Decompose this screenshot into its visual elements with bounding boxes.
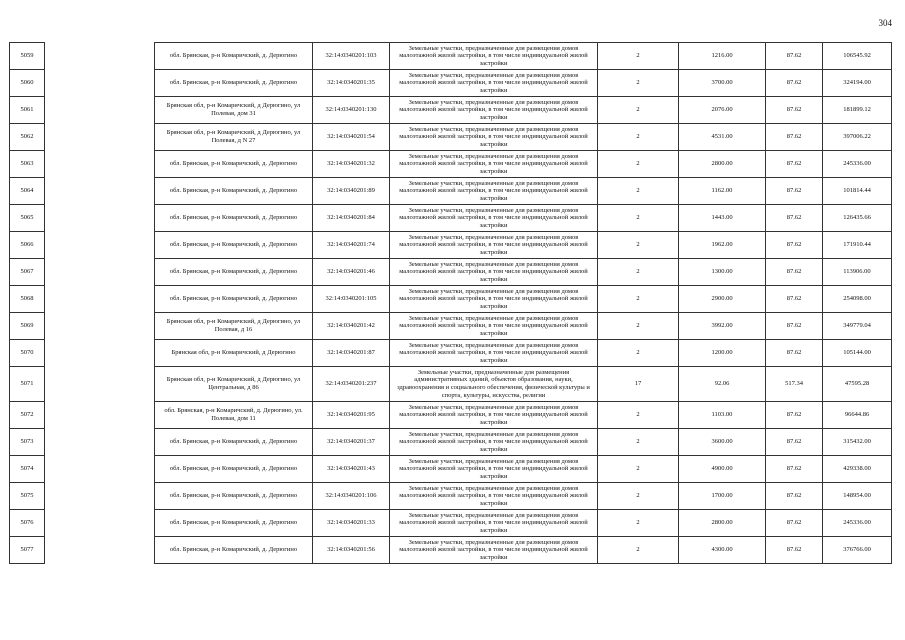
area-cell: 4300.00 (679, 537, 766, 564)
use-code-cell: 2 (598, 510, 679, 537)
address-cell: обл. Брянская, р-н Комаричский, д. Дерюгино (155, 232, 313, 259)
cadastral-value-cell: 101814.44 (823, 178, 892, 205)
table-row (10, 367, 892, 402)
blank-cell (45, 151, 155, 178)
land-use-cell: Земельные участки, предназначенные для размещения домов малоэтажной жилой застройки, в том числе индивидуальной жилой застройки (390, 429, 598, 456)
land-use-cell: Земельные участки, предназначенные для размещения домов малоэтажной жилой застройки, в том числе индивидуальной жилой застройки (390, 510, 598, 537)
area-cell: 92.06 (679, 367, 766, 402)
rate-cell: 87.62 (766, 178, 823, 205)
table-row (10, 456, 892, 483)
cadastral-value-cell: 148954.00 (823, 483, 892, 510)
row-number-cell: 5066 (10, 232, 45, 259)
cadastral-number-cell: 32:14:0340201:54 (313, 124, 390, 151)
rate-cell: 87.62 (766, 286, 823, 313)
address-cell: обл. Брянская, р-н Комаричский, д. Дерюгино (155, 151, 313, 178)
use-code-cell: 2 (598, 537, 679, 564)
land-use-cell: Земельные участки, предназначенные для размещения домов малоэтажной жилой застройки, в том числе индивидуальной жилой застройки (390, 124, 598, 151)
cadastral-value-cell: 324194.00 (823, 70, 892, 97)
blank-cell (45, 313, 155, 340)
rate-cell: 87.62 (766, 43, 823, 70)
cadastral-value-cell: 254098.00 (823, 286, 892, 313)
rate-cell: 87.62 (766, 402, 823, 429)
address-cell: Брянская обл, р-н Комаричский, д Дерюгино, ул Полевая, д 16 (155, 313, 313, 340)
cadastral-number-cell: 32:14:0340201:95 (313, 402, 390, 429)
rate-cell: 87.62 (766, 510, 823, 537)
row-number-cell: 5077 (10, 537, 45, 564)
cadastral-number-cell: 32:14:0340201:56 (313, 537, 390, 564)
table-row (10, 483, 892, 510)
cadastral-number-cell: 32:14:0340201:237 (313, 367, 390, 402)
table-row (10, 70, 892, 97)
blank-cell (45, 259, 155, 286)
blank-cell (45, 178, 155, 205)
address-cell: обл. Брянская, р-н Комаричский, д. Дерюгино (155, 43, 313, 70)
land-registry-table (9, 42, 892, 564)
address-cell: обл. Брянская, р-н Комаричский, д. Дерюгино (155, 259, 313, 286)
cadastral-value-cell: 245336.00 (823, 510, 892, 537)
blank-cell (45, 232, 155, 259)
area-cell: 1200.00 (679, 340, 766, 367)
use-code-cell: 2 (598, 232, 679, 259)
use-code-cell: 17 (598, 367, 679, 402)
table-row (10, 205, 892, 232)
table-row (10, 151, 892, 178)
page-number: 304 (878, 18, 892, 28)
use-code-cell: 2 (598, 456, 679, 483)
rate-cell: 87.62 (766, 537, 823, 564)
land-use-cell: Земельные участки, предназначенные для размещения домов малоэтажной жилой застройки, в том числе индивидуальной жилой застройки (390, 313, 598, 340)
cadastral-number-cell: 32:14:0340201:74 (313, 232, 390, 259)
cadastral-number-cell: 32:14:0340201:42 (313, 313, 390, 340)
blank-cell (45, 340, 155, 367)
area-cell: 1216.00 (679, 43, 766, 70)
land-use-cell: Земельные участки, предназначенные для размещения домов малоэтажной жилой застройки, в том числе индивидуальной жилой застройки (390, 286, 598, 313)
cadastral-number-cell: 32:14:0340201:46 (313, 259, 390, 286)
cadastral-value-cell: 126435.66 (823, 205, 892, 232)
cadastral-value-cell: 47595.28 (823, 367, 892, 402)
row-number-cell: 5059 (10, 43, 45, 70)
blank-cell (45, 510, 155, 537)
cadastral-value-cell: 315432.00 (823, 429, 892, 456)
rate-cell: 87.62 (766, 483, 823, 510)
area-cell: 2800.00 (679, 151, 766, 178)
table-body (10, 43, 892, 564)
blank-cell (45, 456, 155, 483)
land-use-cell: Земельные участки, предназначенные для размещения административных зданий, объектов образования, науки, здравоохранения и социального обеспечения, физической культуры и спорта, культуры, искусства, религии (390, 367, 598, 402)
address-cell: обл. Брянская, р-н Комаричский, д. Дерюгино (155, 178, 313, 205)
area-cell: 3992.00 (679, 313, 766, 340)
use-code-cell: 2 (598, 259, 679, 286)
blank-cell (45, 286, 155, 313)
blank-cell (45, 537, 155, 564)
table-row (10, 340, 892, 367)
cadastral-value-cell: 171910.44 (823, 232, 892, 259)
blank-cell (45, 205, 155, 232)
table-row (10, 178, 892, 205)
row-number-cell: 5073 (10, 429, 45, 456)
cadastral-number-cell: 32:14:0340201:89 (313, 178, 390, 205)
blank-cell (45, 402, 155, 429)
cadastral-number-cell: 32:14:0340201:87 (313, 340, 390, 367)
use-code-cell: 2 (598, 178, 679, 205)
cadastral-number-cell: 32:14:0340201:35 (313, 70, 390, 97)
area-cell: 3600.00 (679, 429, 766, 456)
rate-cell: 87.62 (766, 124, 823, 151)
area-cell: 4531.00 (679, 124, 766, 151)
land-use-cell: Земельные участки, предназначенные для размещения домов малоэтажной жилой застройки, в том числе индивидуальной жилой застройки (390, 402, 598, 429)
rate-cell: 87.62 (766, 232, 823, 259)
table-row (10, 124, 892, 151)
area-cell: 2076.00 (679, 97, 766, 124)
row-number-cell: 5071 (10, 367, 45, 402)
use-code-cell: 2 (598, 70, 679, 97)
use-code-cell: 2 (598, 313, 679, 340)
address-cell: обл. Брянская, р-н Комаричский, д. Дерюгино (155, 537, 313, 564)
rate-cell: 87.62 (766, 313, 823, 340)
cadastral-number-cell: 32:14:0340201:105 (313, 286, 390, 313)
table-row (10, 537, 892, 564)
address-cell: Брянская обл, р-н Комаричский, д Дерюгино, ул Полевая, дом 31 (155, 97, 313, 124)
address-cell: обл. Брянская, р-н Комаричский, д. Дерюгино (155, 286, 313, 313)
address-cell: обл. Брянская, р-н Комаричский, д. Дерюгино (155, 70, 313, 97)
cadastral-value-cell: 113906.00 (823, 259, 892, 286)
blank-cell (45, 429, 155, 456)
row-number-cell: 5069 (10, 313, 45, 340)
area-cell: 1700.00 (679, 483, 766, 510)
area-cell: 1443.00 (679, 205, 766, 232)
use-code-cell: 2 (598, 43, 679, 70)
cadastral-value-cell: 105144.00 (823, 340, 892, 367)
area-cell: 1962.00 (679, 232, 766, 259)
land-use-cell: Земельные участки, предназначенные для размещения домов малоэтажной жилой застройки, в том числе индивидуальной жилой застройки (390, 340, 598, 367)
rate-cell: 87.62 (766, 259, 823, 286)
land-use-cell: Земельные участки, предназначенные для размещения домов малоэтажной жилой застройки, в том числе индивидуальной жилой застройки (390, 43, 598, 70)
table-row (10, 510, 892, 537)
area-cell: 3700.00 (679, 70, 766, 97)
rate-cell: 517.34 (766, 367, 823, 402)
address-cell: обл. Брянская, р-н Комаричский, д. Дерюгино (155, 429, 313, 456)
cadastral-number-cell: 32:14:0340201:32 (313, 151, 390, 178)
row-number-cell: 5075 (10, 483, 45, 510)
blank-cell (45, 483, 155, 510)
cadastral-number-cell: 32:14:0340201:106 (313, 483, 390, 510)
use-code-cell: 2 (598, 340, 679, 367)
address-cell: обл. Брянская, р-н Комаричский, д. Дерюгино (155, 205, 313, 232)
land-use-cell: Земельные участки, предназначенные для размещения домов малоэтажной жилой застройки, в том числе индивидуальной жилой застройки (390, 232, 598, 259)
cadastral-number-cell: 32:14:0340201:103 (313, 43, 390, 70)
table-row (10, 286, 892, 313)
cadastral-value-cell: 181899.12 (823, 97, 892, 124)
area-cell: 2800.00 (679, 510, 766, 537)
blank-cell (45, 97, 155, 124)
cadastral-value-cell: 349779.04 (823, 313, 892, 340)
row-number-cell: 5064 (10, 178, 45, 205)
land-use-cell: Земельные участки, предназначенные для размещения домов малоэтажной жилой застройки, в том числе индивидуальной жилой застройки (390, 537, 598, 564)
row-number-cell: 5076 (10, 510, 45, 537)
address-cell: обл. Брянская, р-н Комаричский, д. Дерюгино (155, 510, 313, 537)
address-cell: обл. Брянская, р-н Комаричский, д. Дерюгино (155, 483, 313, 510)
row-number-cell: 5065 (10, 205, 45, 232)
rate-cell: 87.62 (766, 151, 823, 178)
area-cell: 4900.00 (679, 456, 766, 483)
table-row (10, 313, 892, 340)
blank-cell (45, 367, 155, 402)
cadastral-number-cell: 32:14:0340201:84 (313, 205, 390, 232)
row-number-cell: 5067 (10, 259, 45, 286)
row-number-cell: 5062 (10, 124, 45, 151)
blank-cell (45, 124, 155, 151)
land-use-cell: Земельные участки, предназначенные для размещения домов малоэтажной жилой застройки, в том числе индивидуальной жилой застройки (390, 483, 598, 510)
area-cell: 2900.00 (679, 286, 766, 313)
row-number-cell: 5072 (10, 402, 45, 429)
row-number-cell: 5068 (10, 286, 45, 313)
rate-cell: 87.62 (766, 97, 823, 124)
blank-cell (45, 70, 155, 97)
land-use-cell: Земельные участки, предназначенные для размещения домов малоэтажной жилой застройки, в том числе индивидуальной жилой застройки (390, 70, 598, 97)
use-code-cell: 2 (598, 286, 679, 313)
land-use-cell: Земельные участки, предназначенные для размещения домов малоэтажной жилой застройки, в том числе индивидуальной жилой застройки (390, 97, 598, 124)
address-cell: обл. Брянская, р-н Комаричский, д. Дерюгино (155, 456, 313, 483)
rate-cell: 87.62 (766, 456, 823, 483)
use-code-cell: 2 (598, 97, 679, 124)
land-use-cell: Земельные участки, предназначенные для размещения домов малоэтажной жилой застройки, в том числе индивидуальной жилой застройки (390, 178, 598, 205)
address-cell: Брянская обл, р-н Комаричский, д Дерюгино (155, 340, 313, 367)
address-cell: обл. Брянская, р-н Комаричский, д. Дерюгино, ул. Полевая, дом 11 (155, 402, 313, 429)
land-use-cell: Земельные участки, предназначенные для размещения домов малоэтажной жилой застройки, в том числе индивидуальной жилой застройки (390, 151, 598, 178)
area-cell: 1300.00 (679, 259, 766, 286)
cadastral-number-cell: 32:14:0340201:33 (313, 510, 390, 537)
rate-cell: 87.62 (766, 429, 823, 456)
cadastral-number-cell: 32:14:0340201:37 (313, 429, 390, 456)
table-row (10, 43, 892, 70)
use-code-cell: 2 (598, 205, 679, 232)
use-code-cell: 2 (598, 402, 679, 429)
rate-cell: 87.62 (766, 340, 823, 367)
cadastral-number-cell: 32:14:0340201:130 (313, 97, 390, 124)
table-row (10, 97, 892, 124)
use-code-cell: 2 (598, 124, 679, 151)
table-row (10, 259, 892, 286)
cadastral-value-cell: 106545.92 (823, 43, 892, 70)
row-number-cell: 5063 (10, 151, 45, 178)
address-cell: Брянская обл, р-н Комаричский, д Дерюгино, ул Полевая, д N 27 (155, 124, 313, 151)
table-row (10, 402, 892, 429)
row-number-cell: 5074 (10, 456, 45, 483)
land-use-cell: Земельные участки, предназначенные для размещения домов малоэтажной жилой застройки, в том числе индивидуальной жилой застройки (390, 205, 598, 232)
cadastral-value-cell: 397006.22 (823, 124, 892, 151)
table-row (10, 232, 892, 259)
cadastral-value-cell: 245336.00 (823, 151, 892, 178)
blank-cell (45, 43, 155, 70)
cadastral-number-cell: 32:14:0340201:43 (313, 456, 390, 483)
address-cell: Брянская обл, р-н Комаричский, д Дерюгино, ул Центральная, д 86 (155, 367, 313, 402)
use-code-cell: 2 (598, 151, 679, 178)
area-cell: 1103.00 (679, 402, 766, 429)
row-number-cell: 5061 (10, 97, 45, 124)
land-use-cell: Земельные участки, предназначенные для размещения домов малоэтажной жилой застройки, в том числе индивидуальной жилой застройки (390, 456, 598, 483)
rate-cell: 87.62 (766, 70, 823, 97)
cadastral-value-cell: 376766.00 (823, 537, 892, 564)
row-number-cell: 5060 (10, 70, 45, 97)
use-code-cell: 2 (598, 429, 679, 456)
rate-cell: 87.62 (766, 205, 823, 232)
land-use-cell: Земельные участки, предназначенные для размещения домов малоэтажной жилой застройки, в том числе индивидуальной жилой застройки (390, 259, 598, 286)
table-row (10, 429, 892, 456)
row-number-cell: 5070 (10, 340, 45, 367)
cadastral-value-cell: 96644.86 (823, 402, 892, 429)
cadastral-value-cell: 429338.00 (823, 456, 892, 483)
use-code-cell: 2 (598, 483, 679, 510)
area-cell: 1162.00 (679, 178, 766, 205)
